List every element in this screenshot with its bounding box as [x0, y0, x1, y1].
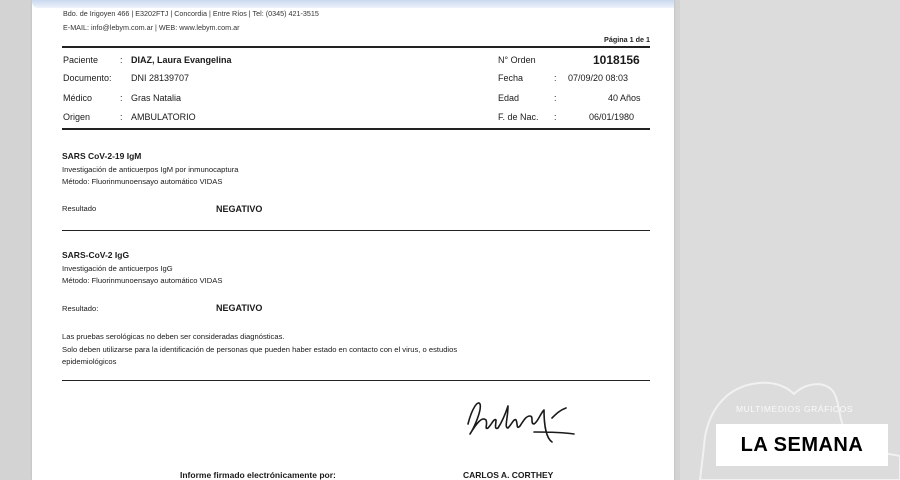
result-value: NEGATIVO	[216, 204, 263, 214]
test-method: Método: Fluorinmunoensayo automático VIDAS	[62, 177, 223, 186]
note-line: Solo deben utilizarse para la identificación de personas que pueden haber estado en contacto con el virus, o estudios	[62, 345, 458, 354]
colon: :	[554, 112, 557, 122]
watermark-agency: MULTIMEDIOS GRÁFICOS	[736, 404, 854, 414]
lab-address: Bdo. de Irigoyen 466 | E3202FTJ | Concordia | Entre Ríos | Tel: (0345) 421-3515	[63, 9, 319, 18]
medico-label: Médico	[63, 93, 93, 103]
orden-label: N° Orden	[498, 55, 536, 65]
origen-value: AMBULATORIO	[131, 112, 196, 122]
note-line: epidemiológicos	[62, 357, 117, 366]
signer-name: CARLOS A. CORTHEY	[463, 470, 554, 480]
documento-label: Documento:	[63, 73, 112, 83]
note-line: Las pruebas serológicas no deben ser consideradas diagnósticas.	[62, 332, 285, 341]
divider	[62, 380, 650, 381]
fecha-label: Fecha	[498, 73, 524, 83]
nac-label: F. de Nac.	[498, 112, 539, 122]
header-banner	[32, 0, 674, 8]
test-title: SARS-CoV-2 IgG	[62, 250, 130, 260]
brand-name: LA SEMANA	[740, 433, 864, 456]
signed-by-label: Informe firmado electrónicamente por:	[180, 470, 336, 480]
origen-label: Origen	[63, 112, 91, 122]
documento-value: DNI 28139707	[131, 73, 190, 83]
colon: :	[120, 112, 123, 122]
result-value: NEGATIVO	[216, 303, 263, 313]
divider	[62, 230, 650, 231]
page-number: Página 1 de 1	[604, 35, 650, 44]
medico-value: Gras Natalia	[131, 93, 182, 103]
paciente-label: Paciente	[63, 55, 99, 65]
test-description: Investigación de anticuerpos IgG	[62, 264, 173, 273]
fecha-value: 07/09/20 08:03	[568, 73, 629, 83]
paciente-value: DIAZ, Laura Evangelina	[131, 55, 232, 65]
test-description: Investigación de anticuerpos IgM por inmunocaptura	[62, 165, 239, 174]
lab-report-document	[32, 0, 674, 480]
handwritten-signature	[460, 394, 590, 450]
divider	[62, 128, 650, 130]
nac-value: 06/01/1980	[589, 112, 635, 122]
divider	[62, 46, 650, 48]
colon: :	[120, 93, 123, 103]
edad-value: 40 Años	[608, 93, 641, 103]
result-label: Resultado:	[62, 304, 99, 313]
test-method: Método: Fluorinmunoensayo automático VIDAS	[62, 276, 223, 285]
result-label: Resultado	[62, 204, 97, 213]
test-title: SARS CoV-2-19 IgM	[62, 151, 142, 161]
lab-contact: E-MAIL: info@lebym.com.ar | WEB: www.lebym.com.ar	[63, 23, 240, 32]
edad-label: Edad	[498, 93, 520, 103]
orden-value: 1018156	[593, 53, 640, 67]
brand-logo	[716, 424, 888, 466]
colon: :	[554, 73, 557, 83]
colon: :	[120, 55, 123, 65]
colon: :	[554, 93, 557, 103]
